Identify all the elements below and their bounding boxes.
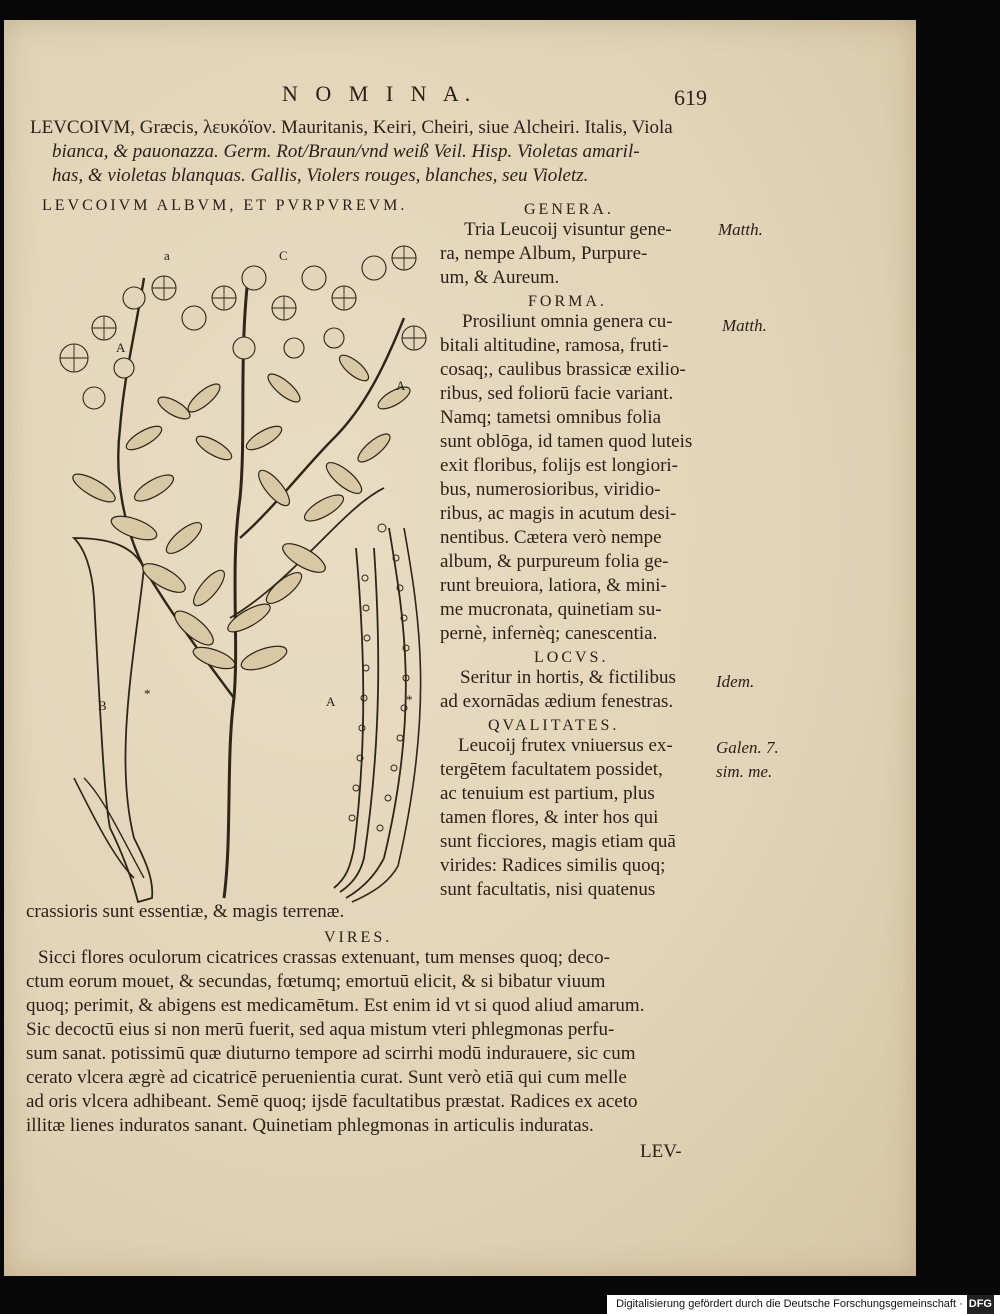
forma-line-3: cosaq;, caulibus brassicæ exilio- <box>440 359 686 380</box>
names-line-3: has, & violetas blanquas. Gallis, Violers rouges, blanches, seu Violetz. <box>52 165 589 186</box>
vires-heading: VIRES. <box>324 929 393 946</box>
genera-line-2: ra, nempe Album, Purpure- <box>440 243 648 264</box>
illustration-caption: LEVCOIVM ALBVM, ET PVRPVREVM. <box>42 197 408 214</box>
vires-line-2: ctum eorum mouet, & secundas, fœtumq; emortuū elicit, & si bibatur viuum <box>26 971 606 992</box>
vires-line-5: sum sanat. potissimū quæ diuturno tempore ad scirrhi modū indurauere, sic cum <box>26 1043 636 1064</box>
vires-line-1: Sicci flores oculorum cicatrices crassas extenuant, tum menses quoq; deco- <box>38 947 610 968</box>
qualitates-line-5: sunt ficciores, magis etiam quā <box>440 831 676 852</box>
qualitates-line-3: ac tenuium est partium, plus <box>440 783 655 804</box>
vires-line-8: illitæ lienes induratos sanant. Quinetiam phlegmonas in articulis induratas. <box>26 1115 594 1136</box>
footer-text: Digitalisierung gefördert durch die Deutsche Forschungsgemeinschaft · <box>616 1298 963 1310</box>
qualitates-line-2: tergētem facultatem possidet, <box>440 759 663 780</box>
plate-label-a-left: A <box>116 340 126 355</box>
forma-line-4: ribus, sed foliorū facie variant. <box>440 383 674 404</box>
margin-note-galen: Galen. 7. <box>716 738 779 757</box>
genera-line-1: Tria Leucoij visuntur gene- <box>464 219 672 240</box>
plate-label-c: C <box>279 248 288 263</box>
genera-line-3: um, & Aureum. <box>440 267 560 288</box>
forma-line-14: pernè, infernèq; canescentia. <box>440 623 658 644</box>
qualitates-line-4: tamen flores, & inter hos qui <box>440 807 659 828</box>
names-line-1: LEVCOIVM, Græcis, λευκόϊον. Mauritanis, Keiri, Cheiri, siue Alcheiri. Italis, Viola <box>30 117 673 138</box>
forma-line-10: nentibus. Cætera verò nempe <box>440 527 662 548</box>
book-page <box>4 20 916 1276</box>
woodcut-illustration <box>34 238 444 918</box>
forma-line-9: ribus, ac magis in acutum desi- <box>440 503 677 524</box>
vires-line-4: Sic decoctū eius si non merū fuerit, sed aqua mistum vteri phlegmonas perfu- <box>26 1019 615 1040</box>
vires-line-6: cerato vlcera ægrè ad cicatricē peruenientia curat. Sunt verò etiā qui cum melle <box>26 1067 627 1088</box>
margin-note-matth-2: Matth. <box>722 316 767 335</box>
forma-line-11: album, & purpureum folia ge- <box>440 551 669 572</box>
qualitates-line-7: sunt facultatis, nisi quatenus <box>440 879 656 900</box>
locus-line-2: ad exornādas ædium fenestras. <box>440 691 674 712</box>
forma-line-13: me mucronata, quinetiam su- <box>440 599 662 620</box>
running-head: N O M I N A. <box>282 81 477 106</box>
names-line-2: bianca, & pauonazza. Germ. Rot/Braun/vnd weiß Veil. Hisp. Violetas amaril- <box>52 141 640 162</box>
plate-label-asterisk-left: * <box>144 686 151 701</box>
digitization-footer <box>607 1295 1000 1314</box>
qualitates-heading: QVALITATES. <box>488 717 620 734</box>
margin-note-matth-1: Matth. <box>718 220 763 239</box>
vires-line-3: quoq; perimit, & abigens est medicamētum. Est enim id vt si quod aliud amarum. <box>26 995 645 1016</box>
plate-label-a: a <box>164 248 170 263</box>
forma-line-8: bus, numerosioribus, viridio- <box>440 479 661 500</box>
forma-line-6: sunt oblōga, id tamen quod luteis <box>440 431 693 452</box>
forma-heading: FORMA. <box>528 293 607 310</box>
page-number: 619 <box>674 85 707 110</box>
forma-line-12: runt breuiora, latiora, & mini- <box>440 575 667 596</box>
margin-note-sim-me: sim. me. <box>716 762 773 781</box>
plate-label-a-upper: A <box>396 378 406 393</box>
qualitates-line-1: Leucoij frutex vniuersus ex- <box>458 735 673 756</box>
qualitates-continuation: crassioris sunt essentiæ, & magis terrenæ. <box>26 901 345 922</box>
locus-line-1: Seritur in hortis, & fictilibus <box>460 667 676 688</box>
forma-line-7: exit floribus, folijs est longiori- <box>440 455 679 476</box>
forma-line-1: Prosiliunt omnia genera cu- <box>462 311 673 332</box>
catchword: LEV- <box>640 1141 682 1162</box>
forma-line-2: bitali altitudine, ramosa, fruti- <box>440 335 669 356</box>
plate-label-asterisk-right: * <box>406 692 413 707</box>
locus-heading: LOCVS. <box>534 649 609 666</box>
vires-line-7: ad oris vlcera adhibeant. Semē quoq; ijsdē facultatibus præstat. Radices ex aceto <box>26 1091 638 1112</box>
plate-label-a-pod: A <box>326 694 336 709</box>
plant-woodcut-image <box>34 238 444 918</box>
margin-note-idem: Idem. <box>716 672 755 691</box>
dfg-logo: DFG <box>967 1295 994 1314</box>
qualitates-line-6: virides: Radices similis quoq; <box>440 855 666 876</box>
genera-heading: GENERA. <box>524 201 614 218</box>
plate-label-b: B <box>98 698 107 713</box>
forma-line-5: Namq; tametsi omnibus folia <box>440 407 662 428</box>
